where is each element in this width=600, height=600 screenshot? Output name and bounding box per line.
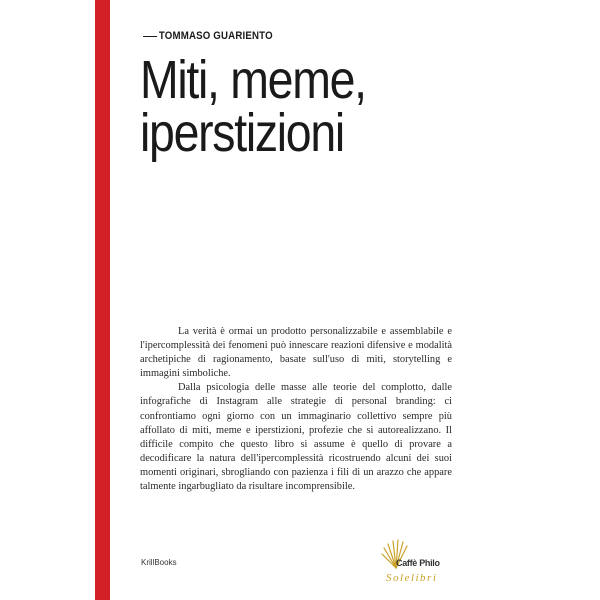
publisher-name: KrillBooks [141, 558, 177, 567]
red-spine-band [95, 0, 110, 600]
author-dash [143, 36, 157, 37]
title-line-1: Miti, meme, [140, 50, 366, 110]
series-logo [376, 538, 466, 588]
logo-name: Caffè Philo [396, 558, 440, 568]
blurb-paragraph-2: Dalla psicologia delle masse alle teorie del complotto, dalle infografiche di Instagram alle strategie di personal branding: ci confrontiamo ogni giorno con un immaginario collettivo sempre più affollato di miti, meme e iperstizioni, profezie che si autorealizzano. Il difficile compito che questo libro si assume è quello di provare a decodificare la natura dell'ipercomplessità ricostruendo alcuni dei suoi momenti originari, sbrogliando con pazienza i fili di un arazzo che appare talmente ingarbugliato da risultare incomprensibile. [140, 382, 452, 493]
book-title [140, 50, 366, 163]
title-line-2: iperstizioni [140, 103, 344, 163]
back-blurb [140, 325, 452, 494]
author-line [143, 30, 273, 42]
logo-subtitle: Solelibri [386, 572, 438, 584]
blurb-paragraph-1: La verità è ormai un prodotto personalizzabile e assemblabile e l'ipercomplessità dei fenomeni può innescare reazioni difensive e modalità archetipiche di ragionamento, basate sull'uso di miti, storytelling e immagini simboliche. [140, 326, 452, 380]
author-name: TOMMASO GUARIENTO [158, 30, 273, 42]
